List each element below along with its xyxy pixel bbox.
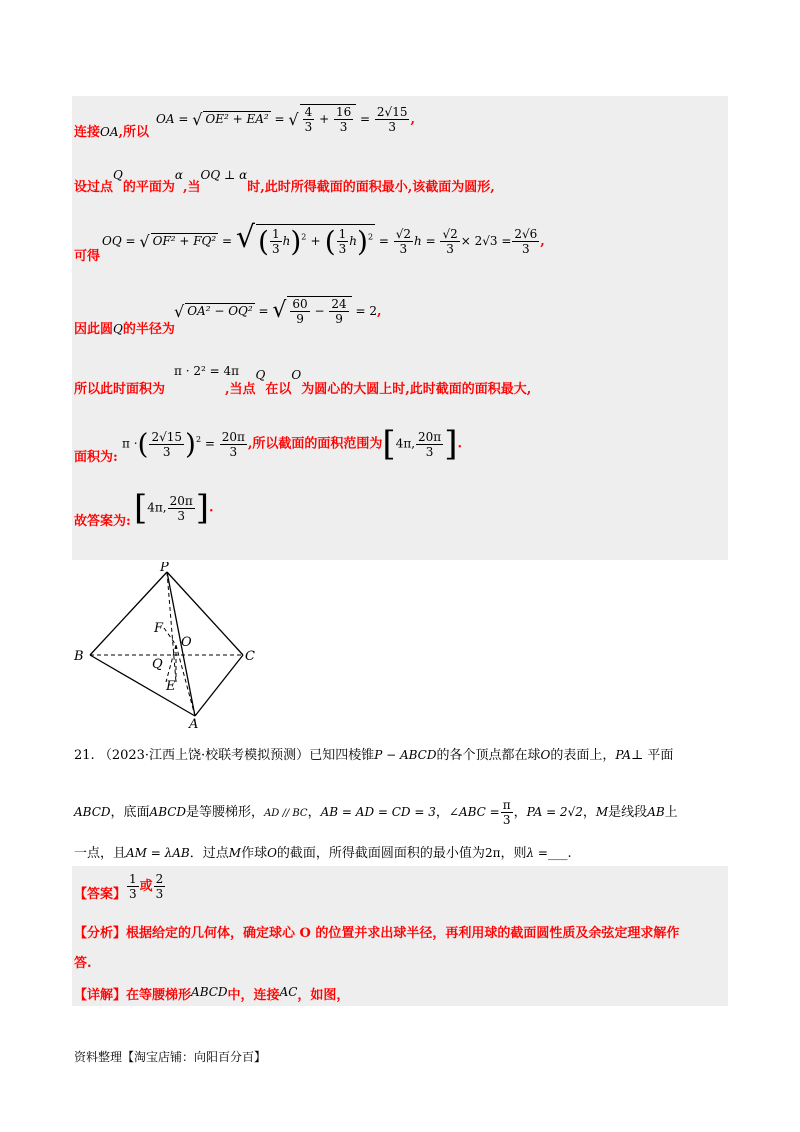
dashed-oa [176,645,195,716]
answer-line: 【答案】 $\frac{1}{3}$ 或 $\frac{2}{3}$ [74,872,164,902]
analysis-line-2: 答. [74,956,92,971]
analysis-line-1: 【分析】根据给定的几何体，确定球心 O 的位置并求出球半径，再利用球的截面圆性质及余弦定理求解作 [74,926,680,941]
label-p: P [160,562,169,575]
detail-line: 【详解】在等腰梯形ABCD中，连接AC，如图， [74,985,350,1003]
label-e: E [166,679,176,694]
question-line-3: 一点，且AM = λAB．过点M作球O的截面，所得截面圆面积的最小值为2π，则λ =___. [74,846,572,861]
label-c: C [245,649,255,664]
label-b: B [74,649,84,664]
pyramid-figure [72,562,258,728]
edge-ba [90,655,195,716]
answer-label: 【答案】 [74,887,127,902]
edge-pc [167,572,243,655]
solution-line-plane: 设过点Q的平面为α,当OQ ⊥ α时,此时所得截面的面积最小,该截面为圆形, [74,168,495,195]
analysis-label: 【分析】 [74,926,127,941]
label-a: A [189,717,199,728]
label-f: F [154,621,164,636]
edge-pb [90,572,167,655]
dashed-pe [167,572,176,682]
label-q: Q [152,657,163,672]
detail-label: 【详解】 [74,988,127,1003]
label-o: O [181,635,192,650]
edge-ca [195,655,243,716]
question-line-1: 21. （2023·江西上饶·校联考模拟预测）已知四棱锥P − ABCD的各个顶点都在球O的表面上，PA⊥ 平面 [74,748,674,763]
question-line-2: ABCD，底面ABCD是等腰梯形，AD // BC，AB = AD = CD = 3，∠ABC = $\frac{\pi}{3}$ ，PA = 2√2，M是线段AB上 [74,798,678,827]
dashed-fo [164,628,176,645]
page-footer: 资料整理【淘宝店铺：向阳百分百】 [74,1050,267,1064]
pyramid-diagram [72,562,258,728]
